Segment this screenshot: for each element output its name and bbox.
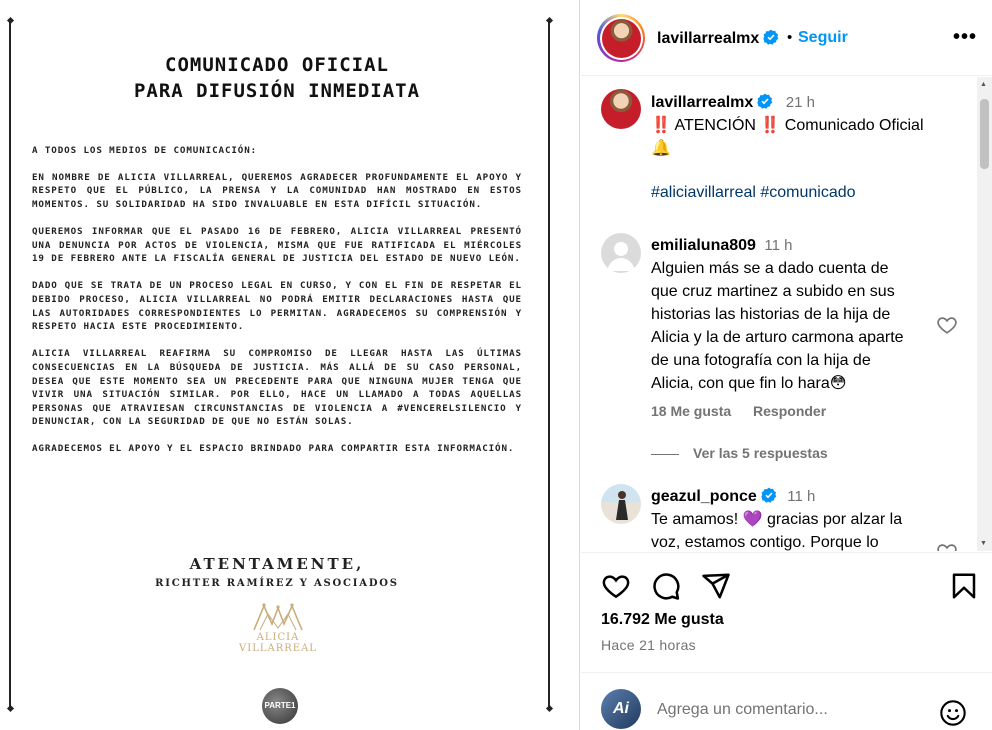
comment-text-line: que cruz martinez a subido en sus (651, 283, 895, 300)
alicia-villarreal-logo (232, 602, 324, 662)
closing: ATENTAMENTE, (189, 555, 365, 573)
comment-text-line: historias las historias de la hija de (651, 306, 891, 323)
scroll-up-arrow-icon[interactable]: ▲ (980, 81, 987, 88)
replies-divider (651, 454, 679, 455)
title-line-1: COMUNICADO OFICIAL (165, 54, 389, 76)
caption-text-line-1: ‼️ ATENCIÓN ‼️ Comunicado Oficial (651, 117, 924, 134)
verified-badge-icon (761, 487, 777, 503)
title-line-2: PARA DIFUSIÓN INMEDIATA (133, 80, 421, 102)
comment-text-line: Alicia, con que fin lo hara😳 (651, 375, 847, 392)
caption-username[interactable]: lavillarrealmx (651, 94, 754, 111)
signature: RICHTER RAMÍREZ Y ASOCIADOS (155, 578, 399, 589)
press-release (32, 52, 522, 470)
watermark-badge: PARTE1 (262, 688, 298, 724)
logo-text-line-1: ALICIA (256, 632, 300, 643)
comment-header (651, 234, 904, 257)
comment-time[interactable]: 11 h (787, 488, 816, 505)
posted-time[interactable]: Hace 21 horas (601, 637, 696, 653)
caption-author-avatar[interactable] (601, 89, 641, 129)
frame-border-right (548, 22, 550, 710)
comment-reply-button[interactable]: Responder (753, 403, 827, 419)
view-replies-button[interactable] (651, 445, 828, 461)
comment-meta (651, 403, 844, 419)
comment-text-line: de una fotografía con la hija de (651, 352, 871, 369)
verified-badge-icon (763, 29, 779, 45)
comment-input[interactable] (657, 701, 927, 719)
verified-badge-icon (757, 93, 773, 109)
comment-avatar-default[interactable] (601, 233, 641, 273)
salutation: A TODOS LOS MEDIOS DE COMUNICACIÓN: (32, 145, 258, 156)
caption-time[interactable]: 21 h (785, 94, 815, 111)
frame-ornament (6, 705, 13, 712)
comment-likes[interactable]: 18 Me gusta (651, 403, 732, 419)
press-release-title (32, 52, 522, 104)
frame-ornament (6, 17, 13, 24)
comments-list[interactable] (581, 77, 976, 551)
paragraph: QUEREMOS INFORMAR QUE EL PASADO 16 DE FEBRERO, ALICIA VILLARREAL PRESENTÓ UNA DENUNCIA POR ACTOS DE VIOLENCIA, MISMA QUE FUE RATIFICADA EL MIÉRCOLES 19 DE FEBRERO ANTE LA FISCALÍA GENERAL DE JUSTICIA DEL ESTADO DE NUEVO LEÓN. (32, 225, 522, 265)
comment-avatar[interactable] (601, 484, 641, 524)
post-header (581, 0, 992, 76)
separator-dot: • (787, 29, 793, 46)
crown-icon (250, 602, 306, 632)
comment-username[interactable]: geazul_ponce (651, 488, 757, 505)
paragraph: ALICIA VILLARREAL REAFIRMA SU COMPROMISO DE LLEGAR HASTA LAS ÚLTIMAS CONSECUENCIAS EN LA BÚSQUEDA DE JUSTICIA. MÁS ALLÁ DE SU CASO PERSONAL, DESEA QUE ESTE MOMENTO SEA UN PRECEDENTE PARA QUE NINGUNA MUJER TENGA QUE VIVIR UNA SITUACIÓN SIMILAR. POR ELLO, HACE UN LLAMADO A TODAS AQUELLAS PERSONAS QUE ATRAVIESAN CIRCUNSTANCIAS DE VIOLENCIA A #VENCERELSILENCIO Y DENUNCIAR, CON LA SEGURIDAD DE QUE NO ESTÁN SOLAS. (32, 348, 522, 428)
comment-text-line: voz, estamos contigo. Porque lo (651, 534, 879, 551)
person-photo-icon (601, 484, 641, 524)
comment-time[interactable]: 11 h (764, 237, 793, 254)
more-options-button[interactable]: ••• (953, 26, 978, 48)
comments-scrollbar[interactable] (977, 77, 992, 551)
likes-count[interactable]: 16.792 Me gusta (601, 611, 724, 628)
follow-button[interactable]: Seguir (798, 29, 848, 46)
post-sidebar (581, 0, 992, 730)
scroll-down-arrow-icon[interactable]: ▼ (980, 540, 987, 547)
comment-bubble-icon[interactable] (651, 571, 681, 601)
share-send-icon[interactable] (701, 571, 731, 601)
comment-like-heart-icon[interactable] (936, 541, 958, 551)
comment-username[interactable]: emilialuna809 (651, 237, 756, 254)
logo-text-line-2: VILLARREAL (239, 643, 317, 654)
frame-ornament (545, 705, 552, 712)
bookmark-save-icon[interactable] (949, 571, 979, 601)
comment-text-line: Te amamos! 💜 gracias por alzar la (651, 511, 903, 528)
comment-text-line: Alicia y la de arturo carmona aparte (651, 329, 904, 346)
add-comment-bar (581, 672, 992, 730)
comment-like-heart-icon[interactable] (936, 314, 958, 336)
comment (651, 485, 902, 551)
caption-header (651, 91, 924, 114)
comment-header (651, 485, 902, 508)
current-user-avatar[interactable]: Ai (601, 689, 641, 729)
author-username[interactable]: lavillarrealmx (657, 30, 760, 47)
comment (651, 234, 904, 395)
caption-text-line-2: 🔔 (651, 140, 671, 157)
caption-hashtags[interactable]: #aliciavillarreal #comunicado (651, 184, 856, 201)
press-release-body (32, 144, 522, 456)
author-avatar[interactable] (597, 14, 645, 62)
scroll-thumb[interactable] (980, 99, 989, 169)
frame-border-left (9, 22, 11, 710)
view-replies-label[interactable]: Ver las 5 respuestas (693, 445, 828, 461)
paragraph: AGRADECEMOS EL APOYO Y EL ESPACIO BRINDADO PARA COMPARTIR ESTA INFORMACIÓN. (32, 443, 515, 455)
caption (651, 91, 924, 204)
default-user-icon (601, 233, 641, 273)
like-heart-icon[interactable] (601, 571, 631, 601)
author-username-row[interactable] (657, 29, 779, 48)
emoji-smiley-icon[interactable] (939, 699, 967, 727)
comment-text-line: Alguien más se a dado cuenta de (651, 260, 889, 277)
frame-ornament (545, 17, 552, 24)
paragraph: EN NOMBRE DE ALICIA VILLARREAL, QUEREMOS AGRADECER PROFUNDAMENTE EL APOYO Y RESPETO QUE EL PÚBLICO, LA PRENSA Y LA COMUNIDAD HAN MOSTRADO EN ESTOS MOMENTOS. SU SOLIDARIDAD HA SIDO INVALUABLE EN ESTA DIFÍCIL SITUACIÓN. (32, 171, 522, 210)
paragraph: DADO QUE SE TRATA DE UN PROCESO LEGAL EN CURSO, Y CON EL FIN DE RESPETAR EL DEBIDO PROCESO, ALICIA VILLARREAL NO PODRÁ EMITIR DECLARACIONES HASTA QUE LAS AUTORIDADES CORRESPONDIENTES LO PERMITAN. AGRADECEMOS SU COMPRENSIÓN Y RESPETO HACIA ESTE PROCEDIMIENTO. (32, 280, 522, 333)
